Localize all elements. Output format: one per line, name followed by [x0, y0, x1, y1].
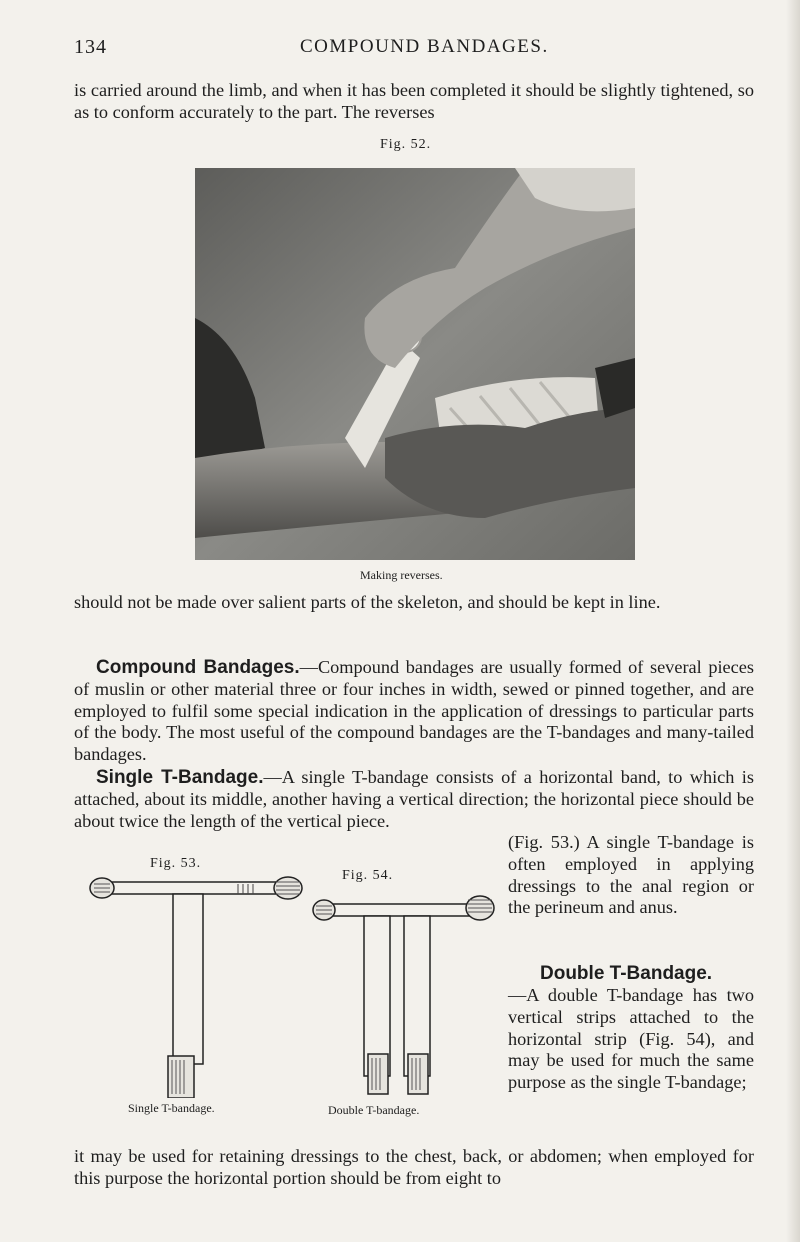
figure-53-single-t-bandage-diagram: [88, 876, 303, 1098]
page-edge-shadow: [786, 0, 800, 1242]
heading-double-t-bandage: Double T-Bandage.: [540, 963, 713, 984]
figure-52-photo: [195, 168, 635, 560]
side-text-double-t-bandage: —A double T-bandage has two vertical strips attached to the horizontal strip (Fig. 54), and may be used for much the same purpose as the single T-bandage;: [508, 985, 754, 1093]
figure-54-caption: Double T-bandage.: [328, 1103, 420, 1117]
heading-compound-bandages: Compound Bandages.: [96, 657, 300, 678]
page-number: 134: [74, 36, 107, 58]
paragraph-bottom: it may be used for retaining dressings to the chest, back, or abdomen; when employed for this purpose the horizontal portion should be from eight to: [74, 1146, 754, 1188]
figure-52-label: Fig. 52.: [380, 137, 432, 152]
paragraph-compound-bandages: [74, 657, 754, 766]
figure-54-label: Fig. 54.: [342, 868, 394, 883]
figure-53-label: Fig. 53.: [150, 856, 202, 871]
paragraph-after-figure-52: should not be made over salient parts of the skeleton, and should be kept in line.: [74, 592, 661, 612]
paragraph-top: is carried around the limb, and when it has been completed it should be slightly tightened, so as to conform accurately to the part. The reverses: [74, 80, 754, 122]
compound-bandages-body: —Compound bandages are usually formed of several pieces of muslin or other material three or four inches in width, sewed or pinned together, and are employed to fulfil some special indication in the application of dressings to particular parts of the body. The most useful of the compound bandages are the T-bandages and many-tailed bandages.: [74, 657, 754, 765]
heading-single-t-bandage: Single T-Bandage.: [96, 767, 264, 788]
single-t-bandage-body: —A single T-bandage consists of a horizontal band, to which is attached, about its middle, another having a vertical direction; the horizontal piece should be about twice the length of the vertical piece.: [74, 767, 755, 831]
bandaging-photo-illustration: [195, 168, 635, 560]
running-head: COMPOUND BANDAGES.: [300, 36, 549, 57]
figure-54-double-t-bandage-diagram: [312, 890, 500, 1102]
figure-53-caption: Single T-bandage.: [128, 1101, 215, 1115]
side-text-single-t-bandage: (Fig. 53.) A single T-bandage is often employed in applying dressings to the anal region or the perineum and anus.: [508, 832, 754, 918]
figure-52-caption: Making reverses.: [360, 568, 443, 582]
paragraph-single-t-bandage: [74, 767, 754, 832]
